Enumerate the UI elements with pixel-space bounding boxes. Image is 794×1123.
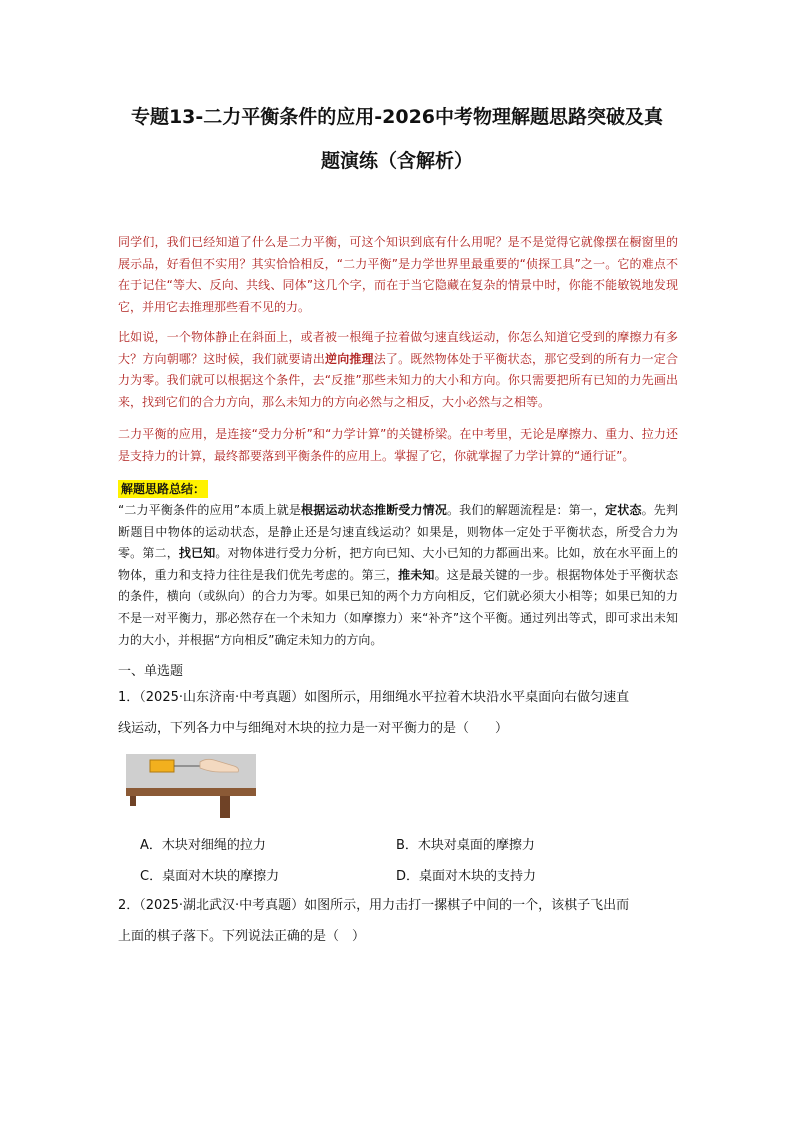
question-1-line1: 1．（2025·山东济南·中考真题）如图所示，用细绳水平拉着木块沿水平桌面向右做匀速直 [118, 690, 630, 705]
summary-bold-3: 找已知 [178, 546, 216, 561]
intro-paragraph-2-keyword: 逆向推理 [325, 351, 374, 366]
section-heading: 一、单选题 [118, 664, 184, 679]
option-d[interactable]: D．桌面对木块的支持力 [396, 869, 537, 884]
question-2-line2: 上面的棋子落下。下列说法正确的是（ ） [118, 929, 366, 944]
summary-text-4: 。对物体进行受力分析，把方向已知、大小已知的力都画出来。比如，放在水平面上的物体，重力和支持力往往是我们优先考虑的。第三， [118, 546, 678, 582]
table-leg-right [220, 796, 230, 818]
table-leg-left [130, 796, 136, 806]
question-1-line2: 线运动，下列各力中与细绳对木块的拉力是一对平衡力的是（ ） [118, 721, 509, 736]
table-block-figure [120, 748, 260, 818]
intro-paragraph-2-text-a: 比如说，一个物体静止在斜面上，或者被一根绳子拉着做匀速直线运动，你怎么知道它受到的摩擦力有多大？方向朝哪？这时候，我们就要请出 [118, 330, 678, 366]
summary-text-2: 。我们的解题流程是：第一， [447, 503, 606, 517]
intro-paragraph-2 [118, 327, 678, 413]
summary-bold-2: 定状态 [605, 503, 642, 517]
document-title-line1: 专题13-二力平衡条件的应用-2026中考物理解题思路突破及真 [130, 106, 664, 128]
summary-bold-4: 推未知 [398, 567, 435, 582]
option-a[interactable]: A．木块对细绳的拉力 [140, 838, 266, 853]
intro-paragraph-1: 同学们，我们已经知道了什么是二力平衡，可这个知识到底有什么用呢？是不是觉得它就像摆在橱窗里的展示品，好看但不实用？其实恰恰相反，“二力平衡”是力学世界里最重要的“侦探工具”之一。它的难点不在于记住“等大、反向、共线、同体”这几个字，而在于当它隐藏在复杂的情景中时，你能不能敏锐地发现它，并用它去推理那些看不见的力。 [118, 235, 678, 314]
summary-text-3: 。先判断题目中物体的运动状态，是静止还是匀速直线运动？如果是，则物体一定处于平衡状态，所受合力为零。第二， [118, 503, 678, 561]
option-c[interactable]: C．桌面对木块的摩擦力 [140, 869, 280, 884]
table-edge [126, 788, 256, 796]
intro-paragraph-2-text-c: 法了。既然物体处于平衡状态，那它受到的所有力一定合力为零。我们就可以根据这个条件，去“反推”那些未知力的大小和方向。你只需要把所有已知的力先画出来，找到它们的合力方向，那么未知力的方向必然与之相反，大小必然与之相等。 [118, 351, 678, 409]
summary-bold-1: 根据运动状态推断受力情况 [301, 503, 448, 517]
document-title-line2: 题演练（含解析） [320, 150, 473, 172]
question-2-line1: 2．（2025·湖北武汉·中考真题）如图所示，用力击打一摞棋子中间的一个，该棋子飞出而 [118, 898, 630, 913]
option-b[interactable]: B．木块对桌面的摩擦力 [396, 838, 535, 853]
summary-label: 解题思路总结： [118, 480, 208, 498]
summary-text-1: “二力平衡条件的应用”本质上就是 [118, 503, 302, 517]
question-1 [118, 682, 678, 744]
summary-paragraph [118, 500, 678, 651]
intro-paragraph-3: 二力平衡的应用，是连接“受力分析”和“力学计算”的关键桥梁。在中考里，无论是摩擦力、重力、拉力还是支持力的计算，最终都要落到平衡条件的应用上。掌握了它，你就掌握了力学计算的“通行证”。 [118, 427, 678, 463]
question-2 [118, 890, 678, 952]
wood-block [150, 760, 174, 772]
summary-text-5: 。这是最关键的一步。根据物体处于平衡状态的条件，横向（或纵向）的合力为零。如果已知的两个力方向相反，它们就必须大小相等；如果已知的力不是一对平衡力，那必然存在一个未知力（如摩擦力）来“补齐”这个平衡。通过列出等式，即可求出未知力的大小，并根据“方向相反”确定未知力的方向。 [118, 567, 678, 647]
